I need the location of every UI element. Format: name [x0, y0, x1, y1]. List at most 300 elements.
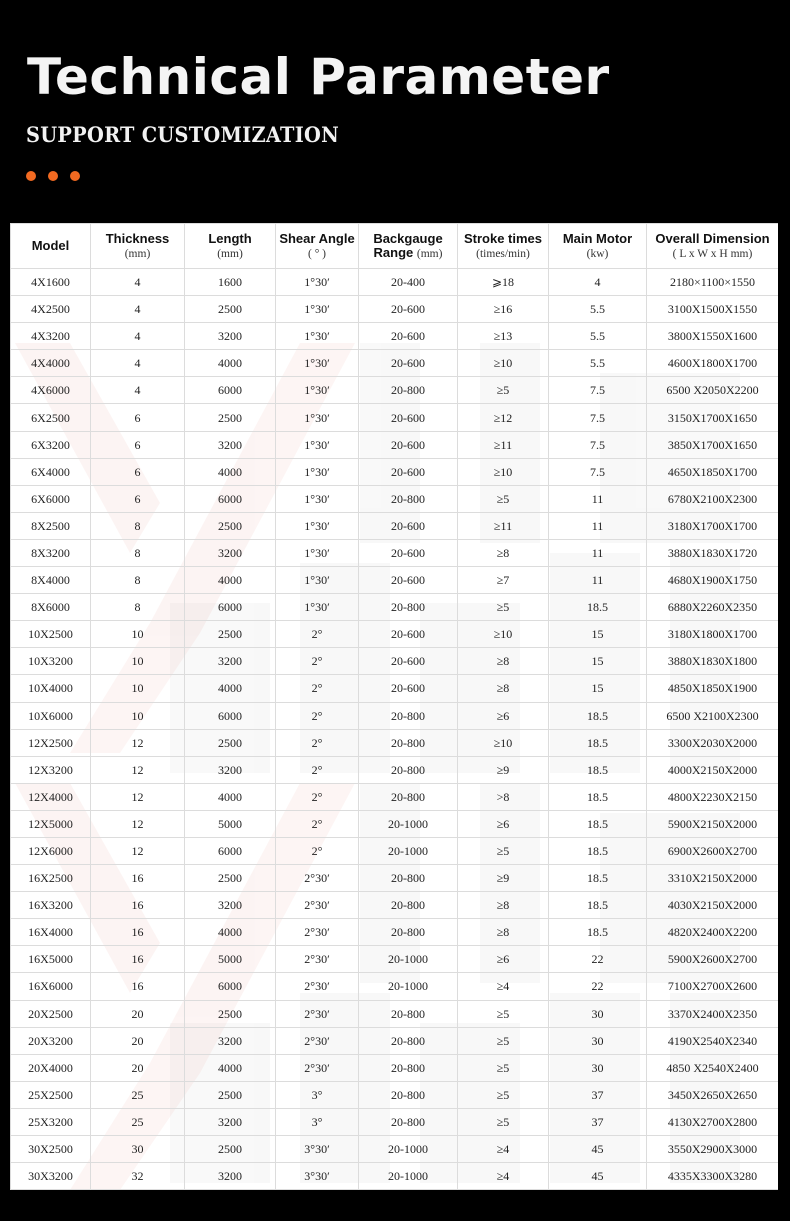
cell-backgauge-range: 20-800	[359, 1054, 458, 1081]
table-row	[11, 675, 779, 702]
cell-main-motor: 18.5	[549, 702, 647, 729]
cell-overall-dimension: 6880X2260X2350	[647, 594, 779, 621]
cell-shear-angle: 3°	[276, 1108, 359, 1135]
cell-stroke-times: ≥5	[458, 837, 549, 864]
cell-overall-dimension: 4130X2700X2800	[647, 1108, 779, 1135]
cell-shear-angle: 3°	[276, 1081, 359, 1108]
cell-backgauge-range: 20-800	[359, 919, 458, 946]
cell-overall-dimension: 3180X1800X1700	[647, 621, 779, 648]
header-label: Thickness	[105, 230, 170, 246]
page-subtitle: SUPPORT CUSTOMIZATION	[26, 122, 340, 147]
cell-shear-angle: 1°30′	[276, 512, 359, 539]
table-row	[11, 269, 779, 296]
spec-table-container	[10, 223, 778, 1190]
cell-shear-angle: 2°	[276, 702, 359, 729]
table-row	[11, 810, 779, 837]
cell-overall-dimension: 4600X1800X1700	[647, 350, 779, 377]
table-row	[11, 485, 779, 512]
cell-model: 4X6000	[11, 377, 91, 404]
cell-overall-dimension: 4680X1900X1750	[647, 567, 779, 594]
cell-overall-dimension: 5900X2600X2700	[647, 946, 779, 973]
cell-overall-dimension: 3880X1830X1800	[647, 648, 779, 675]
cell-overall-dimension: 4650X1850X1700	[647, 458, 779, 485]
cell-thickness: 8	[91, 594, 185, 621]
table-row	[11, 431, 779, 458]
cell-stroke-times: ≥4	[458, 973, 549, 1000]
cell-length: 6000	[185, 702, 276, 729]
cell-thickness: 12	[91, 837, 185, 864]
table-row	[11, 1027, 779, 1054]
cell-stroke-times: ≥13	[458, 323, 549, 350]
table-row	[11, 377, 779, 404]
cell-stroke-times: ≥5	[458, 1027, 549, 1054]
cell-main-motor: 18.5	[549, 729, 647, 756]
cell-main-motor: 11	[549, 512, 647, 539]
cell-shear-angle: 1°30′	[276, 269, 359, 296]
cell-model: 12X6000	[11, 837, 91, 864]
cell-shear-angle: 2°	[276, 837, 359, 864]
cell-shear-angle: 2°	[276, 810, 359, 837]
table-row	[11, 837, 779, 864]
cell-backgauge-range: 20-600	[359, 404, 458, 431]
cell-overall-dimension: 2180×1100×1550	[647, 269, 779, 296]
cell-thickness: 6	[91, 485, 185, 512]
cell-backgauge-range: 20-600	[359, 621, 458, 648]
cell-overall-dimension: 4820X2400X2200	[647, 919, 779, 946]
spec-table-body	[11, 269, 779, 1190]
cell-main-motor: 18.5	[549, 837, 647, 864]
cell-overall-dimension: 3310X2150X2000	[647, 865, 779, 892]
cell-backgauge-range: 20-400	[359, 269, 458, 296]
cell-thickness: 12	[91, 756, 185, 783]
cell-length: 3200	[185, 892, 276, 919]
table-row	[11, 350, 779, 377]
cell-length: 2500	[185, 1136, 276, 1163]
cell-length: 6000	[185, 837, 276, 864]
cell-thickness: 8	[91, 567, 185, 594]
table-row	[11, 1081, 779, 1108]
cell-model: 12X2500	[11, 729, 91, 756]
table-row	[11, 648, 779, 675]
header-label: Model	[31, 238, 70, 253]
header-label: Stroke times	[463, 230, 543, 246]
cell-overall-dimension: 4800X2230X2150	[647, 783, 779, 810]
cell-main-motor: 5.5	[549, 323, 647, 350]
header-unit: (times/min)	[476, 247, 530, 260]
cell-thickness: 16	[91, 973, 185, 1000]
cell-main-motor: 37	[549, 1081, 647, 1108]
spec-table	[10, 223, 778, 1190]
cell-stroke-times: ⩾18	[458, 269, 549, 296]
decorative-dots	[26, 171, 80, 181]
cell-overall-dimension: 3100X1500X1550	[647, 296, 779, 323]
table-row	[11, 892, 779, 919]
cell-overall-dimension: 3180X1700X1700	[647, 512, 779, 539]
table-header-row	[11, 224, 779, 269]
cell-shear-angle: 1°30′	[276, 485, 359, 512]
header-unit: (mm)	[217, 247, 243, 260]
cell-stroke-times: ≥5	[458, 1054, 549, 1081]
cell-shear-angle: 3°30′	[276, 1136, 359, 1163]
cell-stroke-times: ≥8	[458, 892, 549, 919]
cell-model: 30X2500	[11, 1136, 91, 1163]
cell-main-motor: 18.5	[549, 919, 647, 946]
cell-model: 6X3200	[11, 431, 91, 458]
dot-icon	[70, 171, 80, 181]
cell-length: 2500	[185, 296, 276, 323]
cell-stroke-times: ≥11	[458, 431, 549, 458]
cell-main-motor: 15	[549, 675, 647, 702]
table-row	[11, 1163, 779, 1190]
cell-stroke-times: ≥10	[458, 729, 549, 756]
column-header-stroke-times	[458, 224, 549, 269]
cell-overall-dimension: 4030X2150X2000	[647, 892, 779, 919]
cell-model: 8X2500	[11, 512, 91, 539]
cell-length: 5000	[185, 946, 276, 973]
cell-stroke-times: ≥6	[458, 810, 549, 837]
cell-stroke-times: ≥8	[458, 539, 549, 566]
table-row	[11, 567, 779, 594]
cell-main-motor: 18.5	[549, 756, 647, 783]
cell-thickness: 16	[91, 919, 185, 946]
cell-stroke-times: ≥10	[458, 621, 549, 648]
cell-length: 3200	[185, 323, 276, 350]
cell-shear-angle: 2°	[276, 756, 359, 783]
cell-backgauge-range: 20-800	[359, 1081, 458, 1108]
cell-model: 6X2500	[11, 404, 91, 431]
cell-thickness: 8	[91, 539, 185, 566]
cell-thickness: 16	[91, 946, 185, 973]
cell-overall-dimension: 3150X1700X1650	[647, 404, 779, 431]
cell-stroke-times: ≥5	[458, 1081, 549, 1108]
cell-main-motor: 5.5	[549, 296, 647, 323]
cell-overall-dimension: 4000X2150X2000	[647, 756, 779, 783]
cell-thickness: 20	[91, 1027, 185, 1054]
cell-length: 3200	[185, 431, 276, 458]
cell-thickness: 4	[91, 323, 185, 350]
cell-model: 16X3200	[11, 892, 91, 919]
cell-backgauge-range: 20-1000	[359, 946, 458, 973]
cell-overall-dimension: 3880X1830X1720	[647, 539, 779, 566]
cell-thickness: 12	[91, 783, 185, 810]
cell-backgauge-range: 20-600	[359, 350, 458, 377]
cell-thickness: 16	[91, 865, 185, 892]
cell-main-motor: 30	[549, 1027, 647, 1054]
cell-length: 3200	[185, 648, 276, 675]
cell-model: 6X4000	[11, 458, 91, 485]
header-label: Backgauge	[373, 230, 443, 246]
cell-backgauge-range: 20-1000	[359, 973, 458, 1000]
cell-shear-angle: 1°30′	[276, 323, 359, 350]
cell-thickness: 4	[91, 350, 185, 377]
cell-length: 2500	[185, 404, 276, 431]
cell-stroke-times: ≥5	[458, 1000, 549, 1027]
cell-stroke-times: ≥10	[458, 350, 549, 377]
cell-backgauge-range: 20-1000	[359, 1163, 458, 1190]
cell-shear-angle: 2°30′	[276, 946, 359, 973]
cell-shear-angle: 1°30′	[276, 296, 359, 323]
cell-main-motor: 45	[549, 1163, 647, 1190]
cell-thickness: 10	[91, 621, 185, 648]
table-row	[11, 1054, 779, 1081]
cell-overall-dimension: 4850X1850X1900	[647, 675, 779, 702]
cell-thickness: 6	[91, 458, 185, 485]
column-header-thickness	[91, 224, 185, 269]
cell-overall-dimension: 6500 X2100X2300	[647, 702, 779, 729]
cell-shear-angle: 2°30′	[276, 1027, 359, 1054]
cell-overall-dimension: 3450X2650X2650	[647, 1081, 779, 1108]
column-header-length	[185, 224, 276, 269]
cell-stroke-times: ≥8	[458, 648, 549, 675]
page-title: Technical Parameter	[27, 48, 610, 106]
cell-shear-angle: 2°	[276, 648, 359, 675]
cell-backgauge-range: 20-800	[359, 1000, 458, 1027]
cell-backgauge-range: 20-800	[359, 594, 458, 621]
cell-length: 4000	[185, 567, 276, 594]
cell-length: 5000	[185, 810, 276, 837]
table-row	[11, 512, 779, 539]
cell-model: 12X5000	[11, 810, 91, 837]
cell-model: 25X3200	[11, 1108, 91, 1135]
cell-length: 2500	[185, 512, 276, 539]
cell-main-motor: 18.5	[549, 892, 647, 919]
cell-stroke-times: ≥11	[458, 512, 549, 539]
cell-length: 4000	[185, 458, 276, 485]
header-unit: ( ° )	[307, 247, 326, 260]
cell-shear-angle: 2°30′	[276, 1000, 359, 1027]
cell-length: 2500	[185, 1000, 276, 1027]
cell-length: 3200	[185, 1163, 276, 1190]
cell-backgauge-range: 20-600	[359, 296, 458, 323]
cell-length: 4000	[185, 350, 276, 377]
cell-overall-dimension: 6900X2600X2700	[647, 837, 779, 864]
cell-model: 8X3200	[11, 539, 91, 566]
cell-thickness: 12	[91, 729, 185, 756]
cell-thickness: 4	[91, 377, 185, 404]
cell-model: 20X2500	[11, 1000, 91, 1027]
cell-thickness: 25	[91, 1108, 185, 1135]
dot-icon	[48, 171, 58, 181]
cell-thickness: 8	[91, 512, 185, 539]
cell-backgauge-range: 20-800	[359, 1027, 458, 1054]
cell-main-motor: 22	[549, 973, 647, 1000]
table-row	[11, 539, 779, 566]
table-row	[11, 458, 779, 485]
cell-model: 25X2500	[11, 1081, 91, 1108]
cell-shear-angle: 2°30′	[276, 865, 359, 892]
cell-thickness: 10	[91, 675, 185, 702]
cell-stroke-times: ≥8	[458, 919, 549, 946]
cell-length: 6000	[185, 594, 276, 621]
table-row	[11, 729, 779, 756]
cell-backgauge-range: 20-800	[359, 892, 458, 919]
cell-model: 8X4000	[11, 567, 91, 594]
cell-length: 2500	[185, 729, 276, 756]
cell-model: 30X3200	[11, 1163, 91, 1190]
cell-model: 10X2500	[11, 621, 91, 648]
cell-main-motor: 7.5	[549, 404, 647, 431]
cell-stroke-times: ≥9	[458, 865, 549, 892]
cell-shear-angle: 2°30′	[276, 1054, 359, 1081]
cell-model: 12X4000	[11, 783, 91, 810]
cell-shear-angle: 2°	[276, 621, 359, 648]
cell-main-motor: 11	[549, 567, 647, 594]
column-header-backgauge-range	[359, 224, 458, 269]
cell-backgauge-range: 20-600	[359, 431, 458, 458]
cell-model: 4X3200	[11, 323, 91, 350]
header-unit: (mm)	[124, 247, 151, 260]
cell-backgauge-range: 20-600	[359, 567, 458, 594]
cell-overall-dimension: 3370X2400X2350	[647, 1000, 779, 1027]
cell-shear-angle: 1°30′	[276, 404, 359, 431]
table-row	[11, 621, 779, 648]
cell-overall-dimension: 3550X2900X3000	[647, 1136, 779, 1163]
cell-overall-dimension: 3800X1550X1600	[647, 323, 779, 350]
cell-shear-angle: 1°30′	[276, 350, 359, 377]
column-header-main-motor	[549, 224, 647, 269]
cell-stroke-times: ≥4	[458, 1136, 549, 1163]
cell-length: 3200	[185, 1027, 276, 1054]
header-label: Range	[373, 244, 414, 260]
cell-stroke-times: ≥16	[458, 296, 549, 323]
cell-backgauge-range: 20-800	[359, 783, 458, 810]
cell-stroke-times: ≥12	[458, 404, 549, 431]
cell-backgauge-range: 20-600	[359, 458, 458, 485]
header-unit: ( L x W x H mm)	[672, 247, 753, 260]
cell-shear-angle: 1°30′	[276, 594, 359, 621]
cell-stroke-times: ≥6	[458, 946, 549, 973]
cell-backgauge-range: 20-1000	[359, 1136, 458, 1163]
cell-thickness: 20	[91, 1000, 185, 1027]
cell-overall-dimension: 3850X1700X1650	[647, 431, 779, 458]
cell-backgauge-range: 20-600	[359, 323, 458, 350]
cell-thickness: 20	[91, 1054, 185, 1081]
table-row	[11, 404, 779, 431]
cell-thickness: 30	[91, 1136, 185, 1163]
cell-main-motor: 22	[549, 946, 647, 973]
cell-stroke-times: >8	[458, 783, 549, 810]
cell-thickness: 12	[91, 810, 185, 837]
cell-main-motor: 15	[549, 648, 647, 675]
cell-thickness: 16	[91, 892, 185, 919]
cell-shear-angle: 1°30′	[276, 458, 359, 485]
cell-shear-angle: 1°30′	[276, 431, 359, 458]
cell-thickness: 6	[91, 431, 185, 458]
cell-thickness: 32	[91, 1163, 185, 1190]
cell-main-motor: 37	[549, 1108, 647, 1135]
cell-length: 1600	[185, 269, 276, 296]
cell-stroke-times: ≥6	[458, 702, 549, 729]
cell-backgauge-range: 20-800	[359, 865, 458, 892]
cell-model: 4X1600	[11, 269, 91, 296]
cell-length: 3200	[185, 539, 276, 566]
table-row	[11, 783, 779, 810]
cell-stroke-times: ≥10	[458, 458, 549, 485]
cell-length: 2500	[185, 621, 276, 648]
cell-overall-dimension: 3300X2030X2000	[647, 729, 779, 756]
cell-model: 4X4000	[11, 350, 91, 377]
dot-icon	[26, 171, 36, 181]
cell-model: 12X3200	[11, 756, 91, 783]
cell-model: 10X4000	[11, 675, 91, 702]
cell-stroke-times: ≥5	[458, 1108, 549, 1135]
cell-length: 6000	[185, 485, 276, 512]
table-row	[11, 865, 779, 892]
header-unit: (mm)	[416, 247, 443, 260]
cell-length: 6000	[185, 377, 276, 404]
cell-backgauge-range: 20-800	[359, 377, 458, 404]
cell-model: 4X2500	[11, 296, 91, 323]
cell-shear-angle: 2°	[276, 783, 359, 810]
cell-shear-angle: 2°	[276, 729, 359, 756]
table-row	[11, 296, 779, 323]
cell-thickness: 25	[91, 1081, 185, 1108]
cell-model: 8X6000	[11, 594, 91, 621]
cell-length: 2500	[185, 865, 276, 892]
cell-overall-dimension: 5900X2150X2000	[647, 810, 779, 837]
cell-shear-angle: 1°30′	[276, 539, 359, 566]
cell-model: 16X6000	[11, 973, 91, 1000]
column-header-overall-dimension	[647, 224, 779, 269]
cell-overall-dimension: 6780X2100X2300	[647, 485, 779, 512]
cell-model: 16X4000	[11, 919, 91, 946]
cell-shear-angle: 1°30′	[276, 377, 359, 404]
cell-backgauge-range: 20-800	[359, 756, 458, 783]
cell-model: 10X3200	[11, 648, 91, 675]
cell-main-motor: 5.5	[549, 350, 647, 377]
cell-main-motor: 18.5	[549, 594, 647, 621]
cell-model: 6X6000	[11, 485, 91, 512]
table-row	[11, 594, 779, 621]
cell-stroke-times: ≥8	[458, 675, 549, 702]
cell-overall-dimension: 6500 X2050X2200	[647, 377, 779, 404]
cell-overall-dimension: 4190X2540X2340	[647, 1027, 779, 1054]
table-row	[11, 973, 779, 1000]
cell-main-motor: 18.5	[549, 810, 647, 837]
cell-thickness: 10	[91, 648, 185, 675]
cell-main-motor: 45	[549, 1136, 647, 1163]
cell-shear-angle: 2°30′	[276, 973, 359, 1000]
cell-model: 20X4000	[11, 1054, 91, 1081]
cell-model: 10X6000	[11, 702, 91, 729]
table-row	[11, 1108, 779, 1135]
cell-backgauge-range: 20-600	[359, 512, 458, 539]
cell-main-motor: 18.5	[549, 783, 647, 810]
cell-main-motor: 7.5	[549, 431, 647, 458]
cell-thickness: 4	[91, 296, 185, 323]
cell-backgauge-range: 20-800	[359, 485, 458, 512]
cell-stroke-times: ≥7	[458, 567, 549, 594]
cell-model: 16X2500	[11, 865, 91, 892]
cell-overall-dimension: 7100X2700X2600	[647, 973, 779, 1000]
table-row	[11, 946, 779, 973]
cell-stroke-times: ≥5	[458, 485, 549, 512]
cell-main-motor: 11	[549, 539, 647, 566]
column-header-shear-angle	[276, 224, 359, 269]
cell-backgauge-range: 20-1000	[359, 810, 458, 837]
cell-main-motor: 11	[549, 485, 647, 512]
cell-length: 3200	[185, 1108, 276, 1135]
cell-length: 4000	[185, 919, 276, 946]
cell-backgauge-range: 20-600	[359, 648, 458, 675]
table-row	[11, 919, 779, 946]
cell-main-motor: 7.5	[549, 377, 647, 404]
cell-backgauge-range: 20-600	[359, 539, 458, 566]
cell-model: 20X3200	[11, 1027, 91, 1054]
column-header-model	[11, 224, 91, 269]
cell-length: 4000	[185, 1054, 276, 1081]
cell-main-motor: 7.5	[549, 458, 647, 485]
